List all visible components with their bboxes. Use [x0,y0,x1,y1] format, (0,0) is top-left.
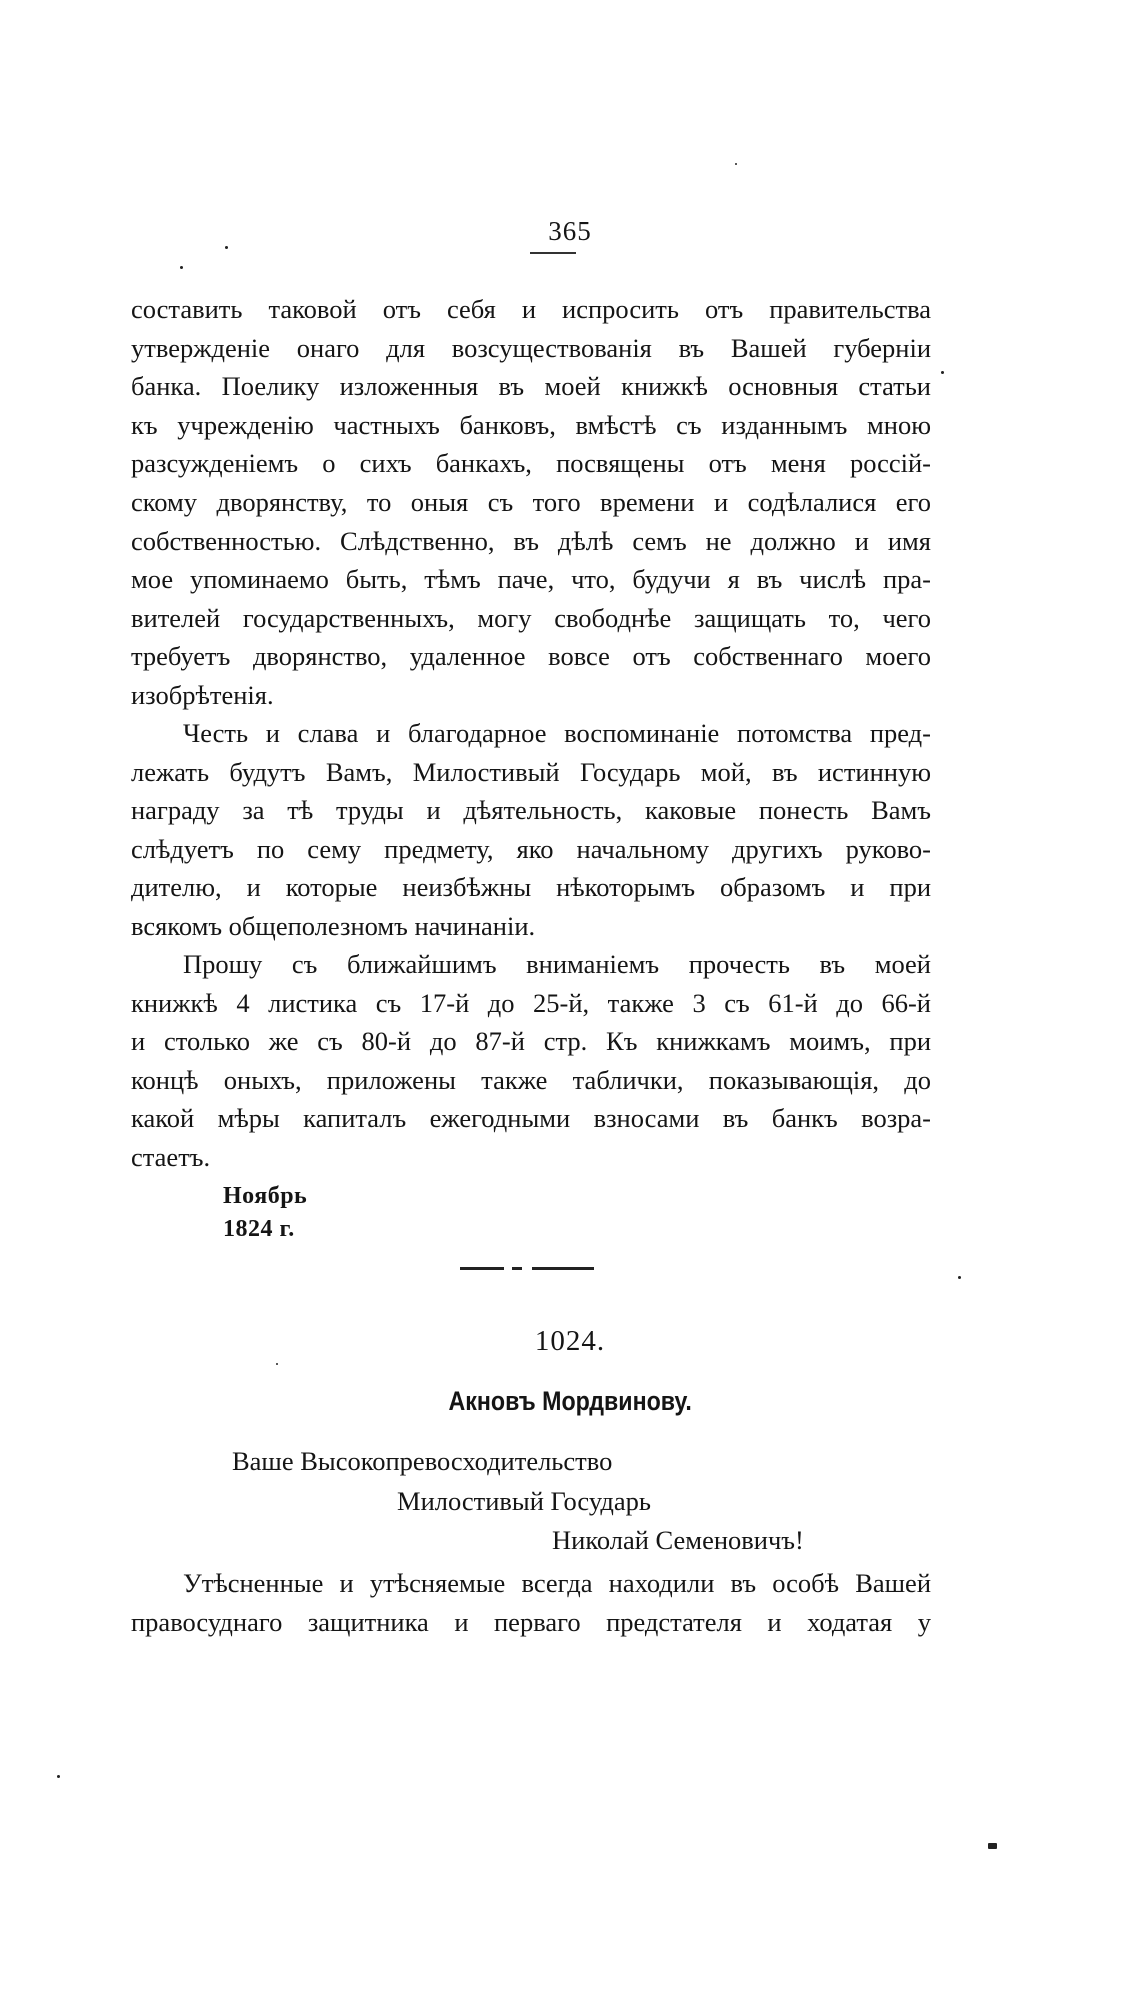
scan-speck [958,1276,961,1279]
salutation-line-2: Милостивый Государь [397,1486,652,1516]
salutation-line-1: Ваше Высокопревосходительство [232,1446,613,1476]
date-month: Ноябрь [223,1183,308,1209]
text-line: собственностью. Слѣдственно, въ дѣлѣ семъ не должно и имя [131,525,931,556]
text-line: всякомъ общеполезномъ начинаніи. [131,910,536,941]
text-line: лежать будутъ Вамъ, Милостивый Государь мой, въ истинную [131,756,931,787]
document-number: 1024. [534,1325,606,1357]
scan-speck [941,371,944,374]
text-line: утвержденіе онаго для возсуществованія въ Вашей губерніи [131,332,931,363]
text-line: изобрѣтенія. [131,679,274,710]
paragraph-1 [131,290,931,715]
scan-speck [225,246,228,249]
text-line: концѣ оныхъ, приложены также таблички, показывающія, до [131,1064,931,1095]
text-line: разсужденіемъ о сихъ банкахъ, посвящены отъ меня россій- [131,448,931,479]
page-number: 365 [548,216,592,246]
paragraph-3 [131,945,931,1177]
letter-opening [131,1564,931,1641]
section-separator [460,1267,594,1270]
paragraph-2 [131,714,931,946]
text-line: книжкѣ 4 листика съ 17-й до 25-й, также 3 съ 61-й до 66-й [131,987,931,1018]
scan-speck [988,1843,997,1849]
date-year: 1824 г. [223,1216,295,1242]
text-line: награду за тѣ труды и дѣятельность, каковые понесть Вамъ [131,795,931,826]
salutation-line-3: Николай Семеновичъ! [552,1525,804,1555]
text-line: какой мѣры капиталъ ежегодными взносами въ банкъ возра- [131,1103,931,1134]
text-line: и столько же съ 80-й до 87-й стр. Къ книжкамъ моимъ, при [131,1026,931,1057]
text-line: банка. Поелику изложенныя въ моей книжкѣ основныя статьи [131,371,931,402]
text-line: Утѣсненные и утѣсняемые всегда находили въ особѣ Вашей [183,1568,931,1598]
text-line: требуетъ дворянство, удаленное вовсе отъ собственнаго моего [131,641,931,672]
text-line: составить таковой отъ себя и испросить отъ правительства [131,294,931,324]
text-line: Честь и слава и благодарное воспоминаніе потомства пред- [183,718,931,748]
scan-speck [276,1363,278,1365]
text-line: скому дворянству, то оныя съ того времени и содѣлалися его [131,486,931,517]
text-line: слѣдуетъ по сему предмету, яко начальному другихъ руково- [131,833,931,864]
page-number-rule [530,252,576,254]
text-line: къ учрежденію частныхъ банковъ, вмѣстѣ съ изданнымъ мною [131,409,931,440]
text-line: Прошу съ ближайшимъ вниманіемъ прочесть въ моей [183,949,931,979]
letter-title: Акновъ Мордвинову. [448,1386,692,1416]
text-line: правосуднаго защитника и перваго предстателя и ходатая у [131,1606,931,1637]
scan-speck [57,1775,60,1778]
scan-speck [735,163,737,165]
text-line: стаетъ. [131,1141,211,1172]
text-line: мое упоминаемо быть, тѣмъ паче, что, будучи я въ числѣ пра- [131,564,931,595]
text-line: вителей государственныхъ, могу свободнѣе защищать то, чего [131,602,931,633]
scan-speck [180,266,183,269]
text-line: дителю, и которые неизбѣжны нѣкоторымъ образомъ и при [131,872,931,903]
